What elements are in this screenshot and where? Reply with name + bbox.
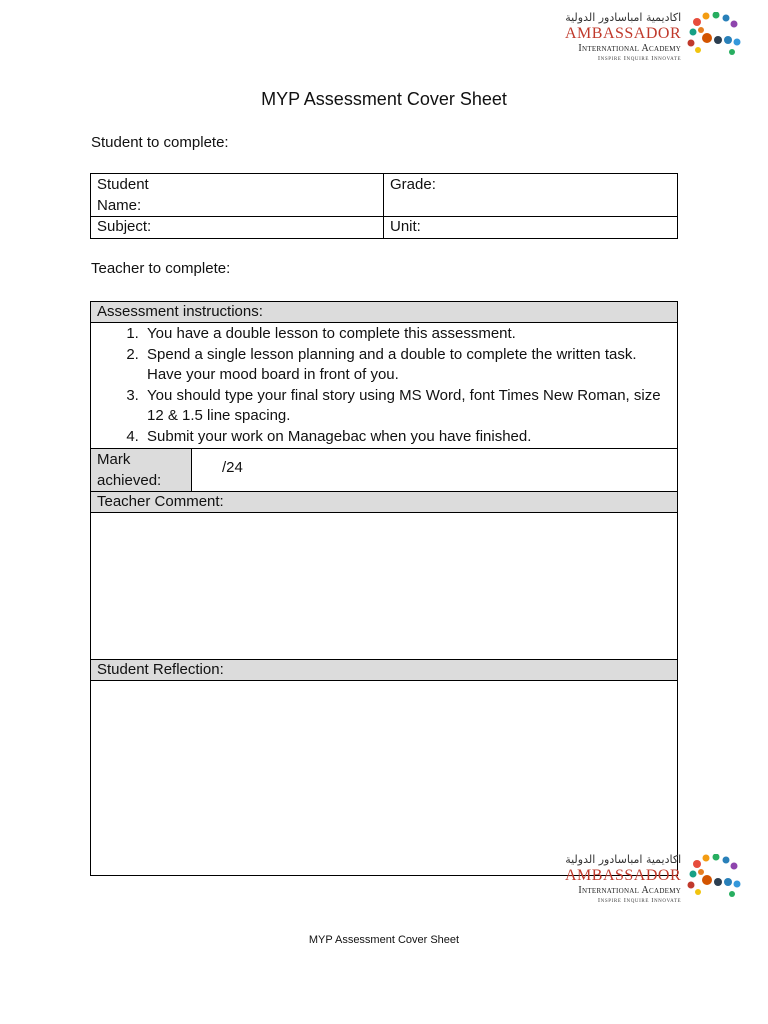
logo-subtitle: International Academy <box>578 43 682 54</box>
grade-cell[interactable] <box>384 174 678 217</box>
unit-cell[interactable] <box>384 217 678 239</box>
instructions-list <box>97 324 671 447</box>
logo-tagline: Inspire Inquire Innovate <box>597 897 682 904</box>
subject-label: Subject: <box>97 218 152 235</box>
school-logo-lower <box>565 854 743 905</box>
subject-cell[interactable] <box>91 217 384 239</box>
logo-school-name: AMBASSADOR <box>565 25 682 42</box>
logo-text-block <box>565 854 681 905</box>
document-title: MYP Assessment Cover Sheet <box>261 89 507 109</box>
instructions-cell <box>91 323 678 449</box>
instructions-header: Assessment instructions: <box>97 303 263 320</box>
unit-label: Unit: <box>390 218 421 235</box>
teacher-comment-header: Teacher Comment: <box>97 493 224 510</box>
mark-label: Mark achieved: <box>97 451 162 489</box>
teacher-comment-field[interactable] <box>91 513 678 660</box>
instruction-item: 4. Submit your work on Managebac when you have finished. <box>143 427 671 448</box>
grade-label: Grade: <box>390 176 436 193</box>
teacher-comment-header-cell <box>91 492 678 513</box>
logo-school-name: AMBASSADOR <box>565 867 682 884</box>
teacher-section-label: Teacher to complete: <box>91 260 231 277</box>
school-logo <box>565 12 743 63</box>
student-reflection-field[interactable] <box>91 681 678 876</box>
instruction-item: 2. Spend a single lesson planning and a double to complete the written task. Have your mood board in front of you. <box>143 345 671 386</box>
student-reflection-header: Student Reflection: <box>97 661 224 678</box>
student-reflection-header-cell <box>91 660 678 681</box>
logo-emblem-icon <box>687 12 743 58</box>
mark-value: /24 <box>222 459 243 476</box>
instruction-item: 1. You have a double lesson to complete this assessment. <box>143 324 671 345</box>
logo-arabic-name: اكاديمية امباسادور الدولية <box>565 11 682 24</box>
teacher-assessment-table <box>90 301 678 876</box>
logo-arabic-name: اكاديمية امباسادور الدولية <box>565 853 682 866</box>
logo-tagline: Inspire Inquire Innovate <box>597 55 682 62</box>
student-section-label: Student to complete: <box>91 134 229 151</box>
student-name-cell[interactable] <box>91 174 384 217</box>
mark-value-cell[interactable] <box>192 449 678 492</box>
instructions-header-cell <box>91 302 678 323</box>
page-footer: MYP Assessment Cover Sheet <box>308 934 460 946</box>
mark-label-cell <box>91 449 192 492</box>
logo-emblem-icon <box>687 854 743 900</box>
student-info-table <box>90 173 678 239</box>
instruction-item: 3. You should type your final story using MS Word, font Times New Roman, size 12 & 1.5 line spacing. <box>143 386 671 427</box>
student-name-label: Student Name: <box>97 176 149 214</box>
logo-subtitle: International Academy <box>578 885 682 896</box>
logo-text-block <box>565 12 681 63</box>
